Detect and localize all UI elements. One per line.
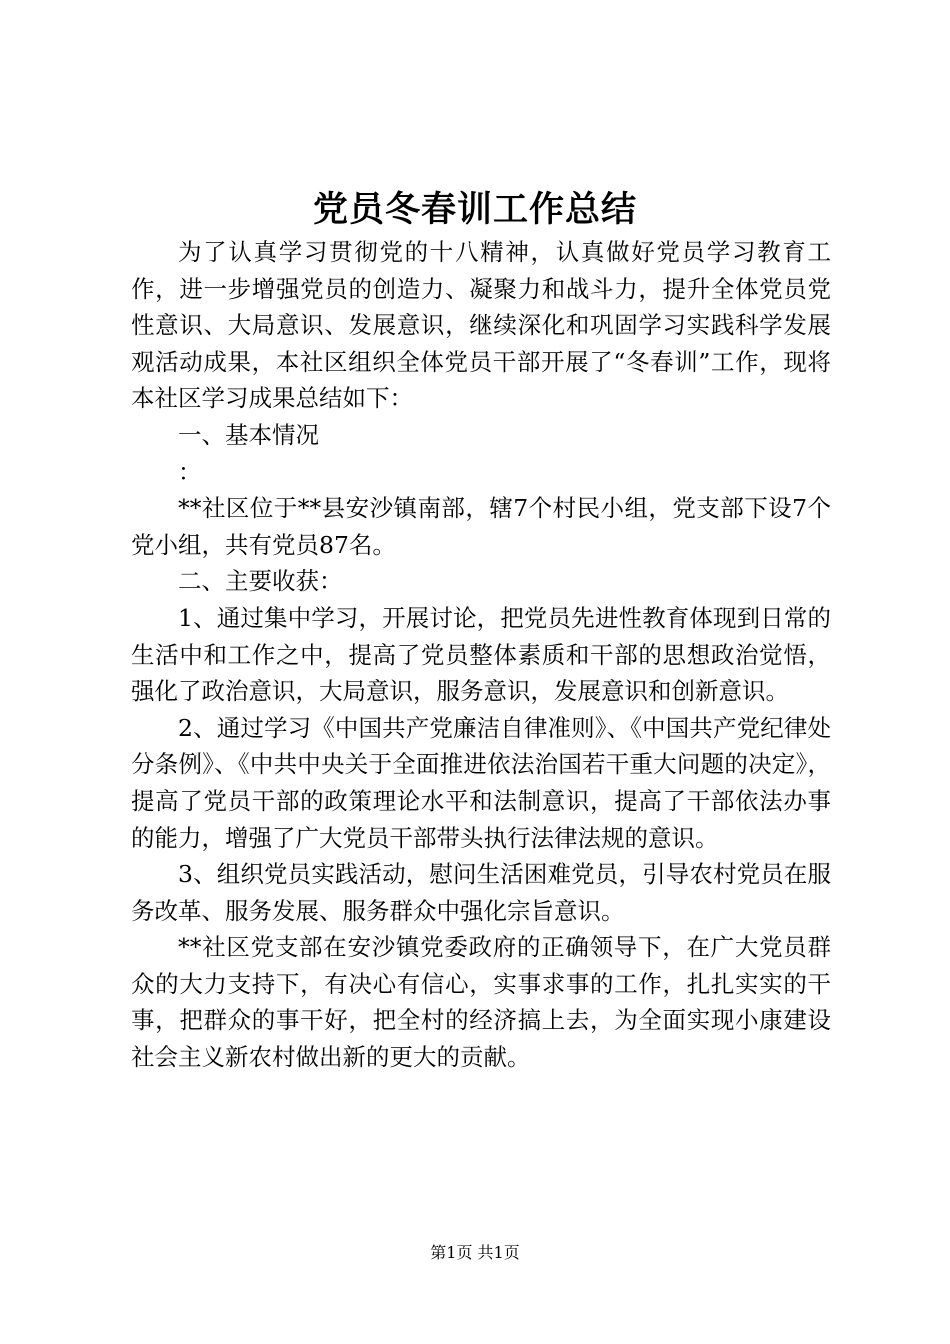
- section-heading-basic-situation: 一、基本情况: [178, 420, 319, 449]
- intro-paragraph: 为了认真学习贯彻党的十八精神，认真做好党员学习教育工作，进一步增强党员的创造力、凝聚力和战斗力，提升全体党员党性意识、大局意识、发展意识，继续深化和巩固学习实践科学发展观活动成果，本社区组织全体党员干部开展了“冬春训”工作，现将本社区学习成果总结如下：: [131, 238, 831, 413]
- document-title: 党员冬春训工作总结: [312, 189, 637, 230]
- colon-line: ：: [178, 457, 202, 486]
- community-info-paragraph: **社区位于**县安沙镇南部，辖7个村民小组，党支部下设7个党小组，共有党员87名。: [131, 494, 831, 559]
- gain-item-3: 3、组织党员实践活动，慰问生活困难党员，引导农村党员在服务改革、服务发展、服务群众中强化宗旨意识。: [131, 860, 831, 925]
- section-heading-main-gains: 二、主要收获：: [178, 567, 343, 596]
- gain-item-1: 1、通过集中学习，开展讨论，把党员先进性教育体现到日常的生活中和工作之中，提高了党员整体素质和干部的思想政治觉悟，强化了政治意识，大局意识，服务意识，发展意识和创新意识。: [131, 603, 831, 706]
- gain-item-2: 2、通过学习《中国共产党廉洁自律准则》、《中国共产党纪律处分条例》、《中共中央关于全面推进依法治国若干重大问题的决定》，提高了党员干部的政策理论水平和法制意识，提高了干部依法办事的能力，增强了广大党员干部带头执行法律法规的意识。: [131, 713, 831, 852]
- document-body: [131, 234, 831, 1076]
- page-number-footer: 第1页 共1页: [430, 1243, 520, 1262]
- closing-paragraph: **社区党支部在安沙镇党委政府的正确领导下，在广大党员群众的大力支持下，有决心有信心，实事求事的工作，扎扎实实的干事，把群众的事干好，把全村的经济搞上去，为全面实现小康建设社会主义新农村做出新的更大的贡献。: [131, 933, 831, 1072]
